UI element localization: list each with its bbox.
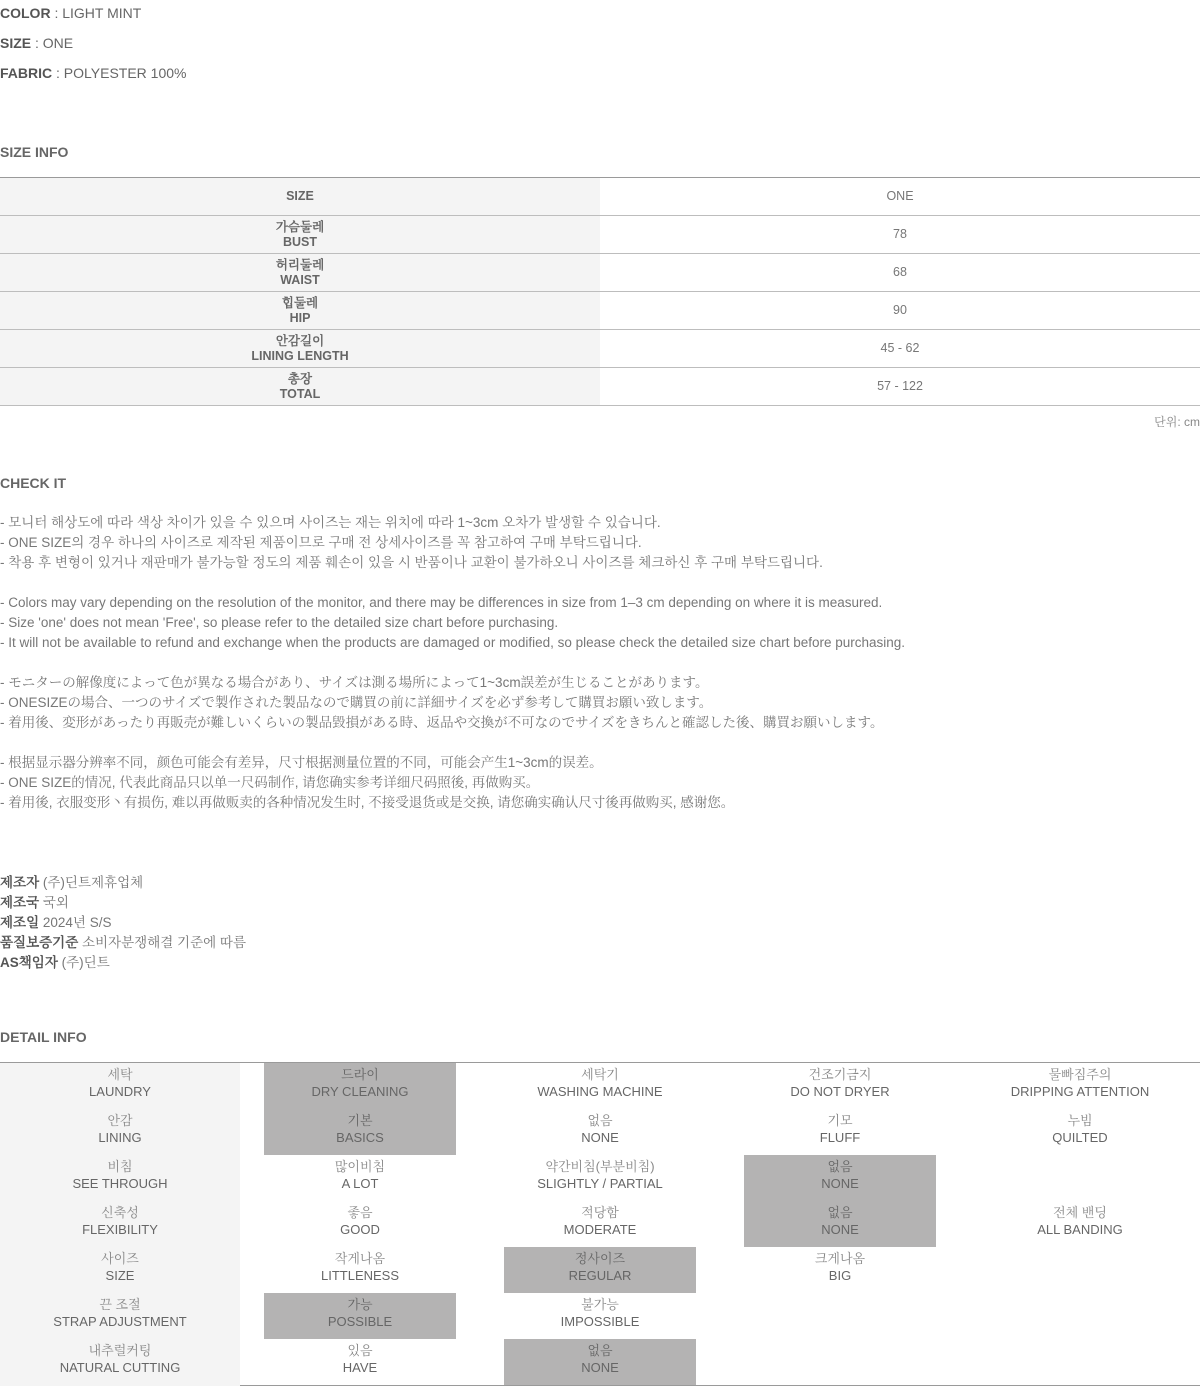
detail-option-en: FLUFF [819, 1130, 861, 1145]
detail-option-ko: 가능 [347, 1297, 373, 1312]
note-line: - 着用後, 衣服变形丶有损伤, 难以再做贩卖的各种情况发生时, 不接受退货或是交换, 请您确实确认尺寸後再做购买, 感谢您。 [0, 795, 735, 810]
detail-option-selected [264, 1063, 456, 1109]
spec-fabric-value: : POLYESTER 100% [52, 65, 187, 81]
detail-option [960, 1063, 1200, 1109]
detail-row-label [0, 1201, 240, 1247]
maker-label: 제조일 [0, 915, 40, 930]
detail-row-label [0, 1063, 240, 1109]
note-line: - Size 'one' does not mean 'Free', so please refer to the detailed size chart before purchasing. [0, 615, 559, 630]
detail-option-ko: 물빠짐주의 [1048, 1067, 1112, 1082]
size-header-value: ONE [600, 178, 1200, 216]
detail-option-en: IMPOSSIBLE [560, 1314, 640, 1329]
detail-option-ko: 없음 [827, 1205, 853, 1220]
notes-japanese [0, 673, 1200, 733]
detail-option-en: DO NOT DRYER [790, 1084, 890, 1099]
spec-color-value: : LIGHT MINT [50, 5, 142, 21]
measure-label-en: BUST [282, 234, 318, 249]
detail-option [504, 1155, 696, 1201]
detail-label-ko: 내추럴커팅 [88, 1343, 152, 1358]
measure-label-ko: 가슴둘레 [275, 219, 325, 234]
detail-row-label [0, 1247, 240, 1293]
detail-label-en: LINING [98, 1130, 142, 1145]
detail-option-en: NONE [581, 1130, 619, 1145]
note-line: - ONE SIZE的情况, 代表此商品只以单一尺码制作, 请您确实参考详细尺码照後, 再做购买。 [0, 775, 540, 790]
detail-label-en: NATURAL CUTTING [59, 1360, 181, 1375]
detail-option-ko: 기모 [827, 1113, 853, 1128]
detail-option-en: POSSIBLE [327, 1314, 393, 1329]
maker-row [0, 893, 246, 913]
measure-value: 90 [600, 292, 1200, 330]
detail-option-ko: 적당함 [581, 1205, 619, 1220]
detail-option-ko: 없음 [587, 1343, 613, 1358]
detail-option-en: A LOT [341, 1176, 379, 1191]
detail-option-en: BIG [828, 1268, 852, 1283]
spec-fabric-label: FABRIC [0, 65, 53, 81]
maker-value: (주)딘트제휴업체 [39, 875, 144, 890]
detail-row-label [0, 1293, 240, 1339]
detail-option [960, 1247, 1200, 1293]
detail-option-ko: 작게나옴 [334, 1251, 386, 1266]
detail-option-ko: 전체 밴딩 [1053, 1205, 1107, 1220]
detail-option [960, 1109, 1200, 1155]
detail-option [744, 1063, 936, 1109]
measure-label-ko: 안감길이 [275, 333, 325, 348]
measure-label-en: TOTAL [279, 386, 321, 401]
measure-label-en: LINING LENGTH [251, 348, 349, 363]
detail-option-ko: 크게나옴 [814, 1251, 866, 1266]
detail-option [504, 1109, 696, 1155]
detail-option [960, 1293, 1200, 1339]
detail-option [744, 1293, 936, 1339]
maker-label: 품질보증기준 [0, 935, 79, 950]
maker-row [0, 953, 246, 973]
table-row [0, 368, 1200, 406]
detail-option [744, 1339, 936, 1385]
detail-option-ko: 불가능 [581, 1297, 619, 1312]
note-line: - 根据显示器分辨率不同，颜色可能会有差异，尺寸根据测量位置的不同，可能会产生1~3cm的误差。 [0, 755, 603, 770]
measure-label [0, 216, 600, 254]
detail-option-ko: 없음 [587, 1113, 613, 1128]
table-row [0, 216, 1200, 254]
detail-label-en: LAUNDRY [89, 1084, 151, 1099]
spec-color [0, 5, 141, 21]
note-line: - ONE SIZE의 경우 하나의 사이즈로 제작된 제품이므로 구매 전 상세사이즈를 꼭 참고하여 구매 부탁드립니다. [0, 535, 642, 550]
measure-label-en: HIP [289, 310, 311, 325]
note-line: - 着用後、変形があったり再販売が難しいくらいの製品毀損がある時、返品や交換が不可なのでサイズをきちんと確認した後、購買お願いします。 [0, 715, 884, 730]
maker-label: AS책임자 [0, 955, 58, 970]
measure-label-ko: 힙둘레 [281, 295, 319, 310]
detail-option-en: QUILTED [1052, 1130, 1108, 1145]
note-line: - 모니터 해상도에 따라 색상 차이가 있을 수 있으며 사이즈는 재는 위치에 따라 1~3cm 오차가 발생할 수 있습니다. [0, 515, 661, 530]
detail-option-selected [744, 1155, 936, 1201]
measure-label-ko: 총장 [287, 371, 313, 386]
detail-label-ko: 끈 조절 [99, 1297, 141, 1312]
detail-row-label [0, 1155, 240, 1201]
detail-option [264, 1247, 456, 1293]
maker-value: 소비자분쟁해결 기준에 따름 [78, 935, 246, 950]
detail-option-ko: 세탁기 [581, 1067, 619, 1082]
measure-label [0, 254, 600, 292]
detail-label-en: SIZE [105, 1268, 135, 1283]
measure-value: 45 - 62 [600, 330, 1200, 368]
note-line: - ONESIZEの場合、一つのサイズで製作された製品なので購買の前に詳細サイズを必ず参考して購買お願い致します。 [0, 695, 713, 710]
measure-label-en: WAIST [280, 272, 320, 287]
detail-option-en: DRY CLEANING [311, 1084, 409, 1099]
detail-label-en: SEE THROUGH [72, 1176, 168, 1191]
spec-size-label: SIZE [0, 35, 32, 51]
detail-option-en: NONE [581, 1360, 619, 1375]
measure-value: 68 [600, 254, 1200, 292]
notes-korean [0, 513, 1200, 573]
spec-color-label: COLOR [0, 5, 51, 21]
measure-label-ko: 허리둘레 [275, 257, 325, 272]
detail-row-label [0, 1339, 240, 1385]
detail-option [264, 1339, 456, 1385]
maker-value: 국외 [39, 895, 69, 910]
detail-option [744, 1247, 936, 1293]
detail-option-ko: 드라이 [341, 1067, 379, 1082]
spec-size [0, 35, 73, 51]
notes-chinese [0, 753, 1200, 813]
measure-value: 57 - 122 [600, 368, 1200, 406]
maker-label: 제조국 [0, 895, 40, 910]
detail-option [960, 1339, 1200, 1385]
detail-option-en: GOOD [340, 1222, 380, 1237]
detail-option-ko: 누빔 [1067, 1113, 1093, 1128]
detail-option [744, 1109, 936, 1155]
size-header-label: SIZE [0, 178, 600, 216]
spec-fabric [0, 65, 186, 81]
detail-option-selected [504, 1339, 696, 1385]
detail-option-en: HAVE [342, 1360, 378, 1375]
detail-option [264, 1155, 456, 1201]
detail-option [960, 1155, 1200, 1201]
table-row [0, 292, 1200, 330]
detail-option-selected [264, 1293, 456, 1339]
detail-option-ko: 건조기금지 [808, 1067, 872, 1082]
detail-row-label [0, 1109, 240, 1155]
size-info-title: SIZE INFO [0, 144, 69, 160]
notes-english [0, 593, 1200, 653]
table-row [0, 254, 1200, 292]
detail-option-en: REGULAR [568, 1268, 632, 1283]
detail-option-ko: 좋음 [347, 1205, 373, 1220]
detail-option-ko: 약간비침(부분비침) [545, 1159, 655, 1174]
detail-option-selected [744, 1201, 936, 1247]
detail-option-en: ALL BANDING [1037, 1222, 1123, 1237]
detail-option-en: MODERATE [563, 1222, 637, 1237]
check-it-title: CHECK IT [0, 475, 67, 491]
detail-option-en: NONE [821, 1222, 859, 1237]
detail-option-en: SLIGHTLY / PARTIAL [537, 1176, 663, 1191]
note-line: - It will not be available to refund and exchange when the products are damaged or modified, so please check the detailed size chart before purchasing. [0, 635, 906, 650]
note-line: - モニターの解像度によって色が異なる場合があり、サイズは測る場所によって1~3cm誤差が生じることがあります。 [0, 675, 709, 690]
detail-option-ko: 없음 [827, 1159, 853, 1174]
note-line: - Colors may vary depending on the resolution of the monitor, and there may be differences in size from 1–3 cm depending on where it is measured. [0, 595, 883, 610]
detail-option-en: NONE [821, 1176, 859, 1191]
detail-option-en: LITTLENESS [320, 1268, 400, 1283]
detail-label-ko: 비침 [107, 1159, 133, 1174]
detail-option-en: BASICS [336, 1130, 384, 1145]
detail-label-ko: 세탁 [107, 1067, 133, 1082]
measure-label [0, 330, 600, 368]
check-it-notes [0, 513, 1200, 833]
detail-option-en: WASHING MACHINE [537, 1084, 663, 1099]
detail-option [504, 1201, 696, 1247]
detail-option [960, 1201, 1200, 1247]
detail-option-ko: 정사이즈 [574, 1251, 626, 1266]
detail-option [504, 1063, 696, 1109]
spec-size-value: : ONE [31, 35, 74, 51]
maker-value: (주)딘트 [57, 955, 110, 970]
maker-info [0, 873, 246, 973]
detail-label-en: FLEXIBILITY [82, 1222, 158, 1237]
maker-label: 제조자 [0, 875, 40, 890]
detail-option-ko: 많이비침 [334, 1159, 386, 1174]
detail-label-en: STRAP ADJUSTMENT [53, 1314, 187, 1329]
detail-label-ko: 안감 [107, 1113, 133, 1128]
maker-row [0, 913, 246, 933]
detail-option-en: DRIPPING ATTENTION [1010, 1084, 1150, 1099]
detail-table [0, 1062, 1200, 1386]
unit-note: 단위: cm [1154, 415, 1200, 429]
detail-option-ko: 있음 [347, 1343, 373, 1358]
maker-row [0, 873, 246, 893]
note-line: - 착용 후 변형이 있거나 재판매가 불가능할 정도의 제품 훼손이 있을 시 반품이나 교환이 불가하오니 사이즈를 체크하신 후 구매 부탁드립니다. [0, 555, 823, 570]
detail-option-selected [504, 1247, 696, 1293]
detail-info-title: DETAIL INFO [0, 1029, 87, 1045]
size-table-header [0, 178, 1200, 216]
detail-option-selected [264, 1109, 456, 1155]
measure-value: 78 [600, 216, 1200, 254]
measure-label [0, 292, 600, 330]
maker-row [0, 933, 246, 953]
size-table [0, 177, 1200, 406]
detail-option [264, 1201, 456, 1247]
measure-label [0, 368, 600, 406]
detail-label-ko: 신축성 [101, 1205, 139, 1220]
detail-label-ko: 사이즈 [101, 1251, 139, 1266]
detail-option [504, 1293, 696, 1339]
detail-option-ko: 기본 [347, 1113, 373, 1128]
maker-value: 2024년 S/S [39, 915, 112, 930]
table-row [0, 330, 1200, 368]
